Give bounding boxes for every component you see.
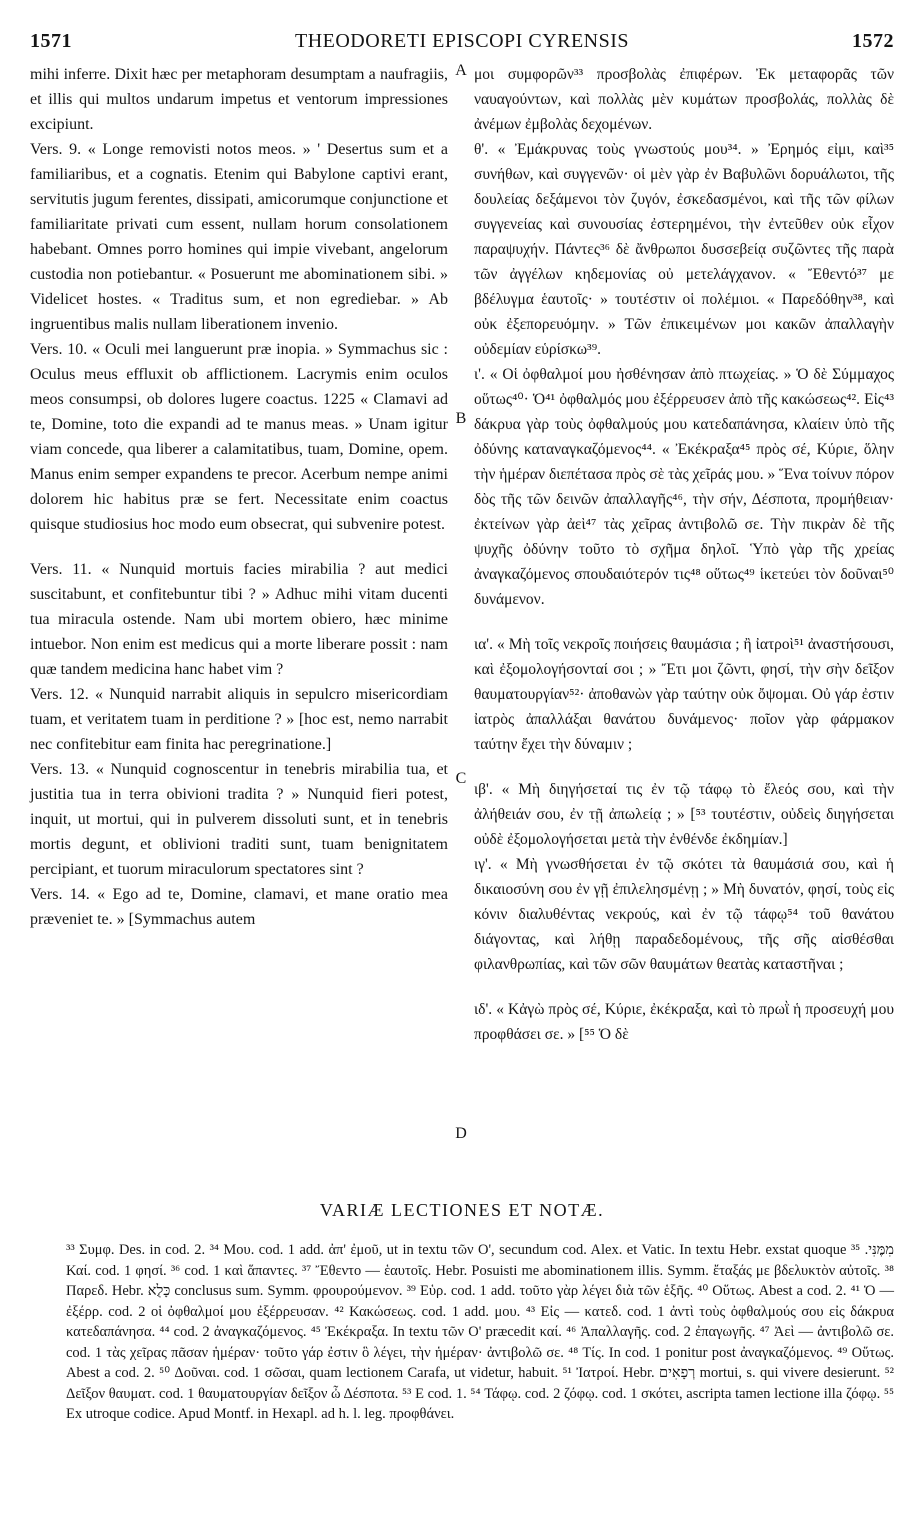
page-number-right: 1572 — [852, 30, 894, 52]
running-title: THEODORETI EPISCOPI CYRENSIS — [294, 30, 630, 52]
page-header — [30, 30, 894, 60]
greek-paragraph: ιδ'. « Κἀγὼ πρὸς σέ, Κύριε, ἐκέκραξα, καὶ τὸ πρωῒ ἡ προσευχή μου προφθάσει σε. » [⁵⁵ Ὁ δὲ — [474, 1001, 894, 1043]
latin-paragraph: Vers. 12. « Nunquid narrabit aliquis in sepulcro misericordiam tuam, et veritatem tuam in perditione ? » [hoc est, nemo narrabit nec confitebitur eam finita hac peregrinatione.] — [30, 686, 448, 753]
greek-paragraph: ι'. « Οἱ ὀφθαλμοί μου ἠσθένησαν ἀπὸ πτωχείας. » Ὁ δὲ Σύμμαχος οὕτως⁴⁰· Ὁ⁴¹ ὀφθαλμός μου ἐξέρρευσεν ἀπὸ τῆς κακώσεως⁴². Εἰς⁴³ δάκρυα γὰρ τοὺς ὀφθαλμούς μου κατεδαπάνησα, κλαίειν ὑπὸ τῆς ὀδύνης καταναγκαζόμενος⁴⁴. « Ἐκέκραξα⁴⁵ πρὸς σέ, Κύριε, ὅλην τὴν ἡμέραν διεπέτασα πρὸς σὲ τὰς χεῖράς μου. » Ἕνα τοίνυν πόρον δὸς τῆς τῶν δεινῶν ἀπαλλαγῆς⁴⁶, τὴν σήν, Δέσποτα, προμήθειαν· ἐκτείνων γὰρ ἀεὶ⁴⁷ τὰς χεῖρας ἀντιβολῶ σε. Τὴν πικρὰν δὲ τῆς ψυχῆς ὀδύνην τοῦτο τὸ σχῆμα δηλοῖ. Ὑπὸ γὰρ τῆς χρείας ἀναγκαζόμενος σπουδαιότερόν τις⁴⁸ οὕτως⁴⁹ ἱκετεύει τὸν δοῦναι⁵⁰ δυνάμενον. — [474, 366, 894, 608]
greek-paragraph: ιγ'. « Μὴ γνωσθήσεται ἐν τῷ σκότει τὰ θαυμάσιά σου, καὶ ἡ δικαιοσύνη σου ἐν γῇ ἐπιλελησμένῃ ; » Μὴ δυνατόν, φησί, τοὺς εἰς κόνιν διαλυθέντας νεκρούς, καὶ ἐν τῷ τάφῳ⁵⁴ τοῦ θανάτου διάγοντας, καὶ λήθῃ παραδεδομένους, τῆς σῆς αἰσθέσθαι φιλανθρωπίας, καὶ τῶν σῶν θαυμάτων θεατὰς καταστῆναι ; — [474, 856, 894, 973]
latin-paragraph: Vers. 11. « Nunquid mortuis facies mirabilia ? aut medici suscitabunt, et confitebuntur tibi ? » Adhuc mihi vitam ducenti tua miracula ostende. Nam ubi mortem obiero, hæc minime intuebor. Non enim est medicus qui a morte liberare possit : nam quæ tandem medicina hanc habet vim ? — [30, 561, 448, 678]
page-number-left: 1571 — [30, 30, 72, 52]
latin-paragraph: mihi inferre. Dixit hæc per metaphoram desumptam a naufragiis, et illis qui multos undarum impetus et ventorum impressiones excipiunt. — [30, 66, 448, 133]
greek-paragraph: μοι συμφορῶν³³ προσβολὰς ἐπιφέρων. Ἐκ μεταφορᾶς τῶν ναυαγούντων, καὶ πολλὰς μὲν κυμάτων προσβολάς, πολλὰς δὲ ἀνέμων ἐμβολὰς δεχομένων. — [474, 66, 894, 133]
section-marker-b: B — [455, 410, 467, 427]
variant-readings-notes: ³³ Συμφ. Des. in cod. 2. ³⁴ Μου. cod. 1 add. ἀπ' ἐμοῦ, ut in textu τῶν Ο', secundum cod. Alex. et Vatic. In textu Hebr. exstat quoque מִמֶּנִּי. ³⁵ Καί. cod. 1 φησί. ³⁶ cod. 1 καὶ ἅπαντες. ³⁷ Ἔθεντο — ἑαυτοῖς. Hebr. Posuisti me abominationem illis. Symm. ἔταξάς με βδελυκτὸν αὐτοῖς. ³⁸ Παρεδ. Hebr. כָּלֻא conclusus sum. Symm. φρουρούμενον. ³⁹ Εὑρ. cod. 1 add. τοῦτο γὰρ λέγει διὰ τῶν ἑξῆς. ⁴⁰ Οὕτως. Abest a cod. 2. ⁴¹ Ὁ — ἐξέρρ. cod. 2 οἱ ὀφθαλμοί μου ἐξέρρευσαν. ⁴² Κακώσεως. cod. 1 add. μου. ⁴³ Εἰς — κατεδ. cod. 1 ἀντὶ τοὺς ὀφθαλμούς σου εἰς δάκρυα κατεδαπάνησα. ⁴⁴ cod. 2 ἀναγκαζόμενος. ⁴⁵ Ἐκέκραξα. In textu τῶν Ο' præcedit καί. ⁴⁶ Ἀπαλλαγῆς. cod. 2 ἐπαγωγῆς. ⁴⁷ Ἀεὶ — ἀντιβολῶ σε. cod. 1 τὰς χεῖρας πᾶσαν ἡμέραν· τοῦτο γάρ ἐστιν ὃ λέγει, τὴν ἡμέραν· ἀντιβολῶ σε. ⁴⁸ Τίς. In cod. 1 ponitur post ἀναγκαζόμενος. ⁴⁹ Οὕτως. Abest a cod. 2. ⁵⁰ Δοῦναι. cod. 1 σῶσαι, quam lectionem Carafa, ut videtur, habuit. ⁵¹ Ἰατροί. Hebr. רְפָאִים mortui, s. qui vivere desierunt. ⁵² Δεῖξον θαυματ. cod. 1 θαυματουργίαν δεῖξον ὦ Δέσποτα. ⁵³ E cod. 1. ⁵⁴ Τάφῳ. cod. 2 ζόφῳ. cod. 1 σκότει, ascripta tamen lectione illa ζόφῳ. ⁵⁵ Ex utroque codice. Apud Montf. in Hexapl. ad h. l. leg. προφθάνει. — [66, 1242, 894, 1422]
section-marker-a: A — [455, 62, 467, 79]
greek-paragraph: θ'. « Ἐμάκρυνας τοὺς γνωστούς μου³⁴. » Ἐρημός εἰμι, καὶ³⁵ συνήθων, καὶ συγγενῶν· οἱ μὲν γὰρ ἐν Βαβυλῶνι δορυάλωτοι, τῆς δουλείας δεξάμενοι τὸν ζυγόν, ἐσκεδασμένοι, καὶ τῆς τῶν φίλων συγγενείας καὶ συνουσίας ἐστερημένοι, τὴν ἐντεῦθεν οὐκ εἶχον παραψυχήν. Πάντες³⁶ δὲ ἄνθρωποι δυσσεβείᾳ συζῶντες τῆς παρὰ τῶν ἀγγέλων κηδεμονίας οὐ μετελάγχανον. « Ἔθεντό³⁷ με βδέλυγμα ἑαυτοῖς· » τουτέστιν οἱ πολέμιοι. « Παρεδόθην³⁸, καὶ οὐκ ἐξεπορευόμην. » Τῶν ἐπικειμένων μοι κακῶν ἀπαλλαγὴν οὐδεμίαν εὑρίσκω³⁹. — [474, 141, 894, 358]
greek-paragraph: ιβ'. « Μὴ διηγήσεταί τις ἐν τῷ τάφῳ τὸ ἔλεός σου, καὶ τὴν ἀλήθειάν σου, ἐν τῇ ἀπωλείᾳ ; » [⁵³ τουτέστιν, οὐδεὶς διηγήσεται οὐδὲ ἐξομολογήσεται μετὰ τὴν ἐνθένδε ἐκδημίαν.] — [474, 781, 894, 848]
latin-paragraph: Vers. 10. « Oculi mei languerunt præ inopia. » Symmachus sic : Oculus meus effluxit ob afflictionem. Lacrymis enim oculos meos consumpsi, ob dolores lugere coactus. 1225 « Clamavi ad te, Domine, toto die expandi ad te manus meas. » Unam igitur viam concede, qua liberer a calamitatibus, tuam, Domine, opem. Manus enim semper expandens te precor. Acerbum nempe animi dolorem hic habitus præ se fert. Necessitate enim coactus quisque studiosius hoc modo eum obsecrat, qui subvenire potest. — [30, 341, 448, 533]
latin-paragraph: Vers. 13. « Nunquid cognoscentur in tenebris mirabilia tua, et justitia tua in terra obivioni tradita ? » Nunquid fieri potest, inquit, ut mortui, qui in pulverem dissoluti sunt, et in tenebris mortis degunt, et oblivioni traditi sunt, tuam benignitatem percipiant, et tuorum miraculorum spectatores sint ? — [30, 761, 448, 878]
notes-title: VARIÆ LECTIONES ET NOTÆ. — [319, 1200, 605, 1220]
latin-paragraph: Vers. 9. « Longe removisti notos meos. » ' Desertus sum et a familiaribus, et a cognatis. Etenim qui Babylone captivi erant, servitutis jugum ferentes, dissipati, amicorumque conjunctione et familiaritate privati cum essent, nullam horum consolationem habebant. Omnes porro homines qui impie vivebant, angelorum custodia non potiebantur. « Posuerunt me abominationem sibi. » Videlicet hostes. « Traditus sum, et non egrediebar. » Ab ingruentibus malis nullam liberationem invenio. — [30, 141, 448, 333]
greek-paragraph: ια'. « Μὴ τοῖς νεκροῖς ποιήσεις θαυμάσια ; ἢ ἰατροὶ⁵¹ ἀναστήσουσι, καὶ ἐξομολογήσονταί σοι ; » Ἔτι μοι ζῶντι, φησί, τὴν σὴν δεῖξον θαυματουργίαν⁵²· ἀποθανὼν γὰρ ταύτην οὐκ ὄψομαι. Οὐ γάρ ἐστιν ἰατρὸς ἀπαλλάξαι θανάτου δυνάμενος· ποῖον γὰρ φάρμακον ταύτην ἔχει τὴν δύναμιν ; — [474, 636, 894, 753]
section-marker-c: C — [455, 770, 467, 787]
latin-column — [30, 62, 448, 932]
greek-column — [474, 62, 894, 1047]
section-marker-d: D — [455, 1125, 467, 1142]
latin-paragraph: Vers. 14. « Ego ad te, Domine, clamavi, et mane oratio mea præveniet te. » [Symmachus autem — [30, 886, 448, 928]
